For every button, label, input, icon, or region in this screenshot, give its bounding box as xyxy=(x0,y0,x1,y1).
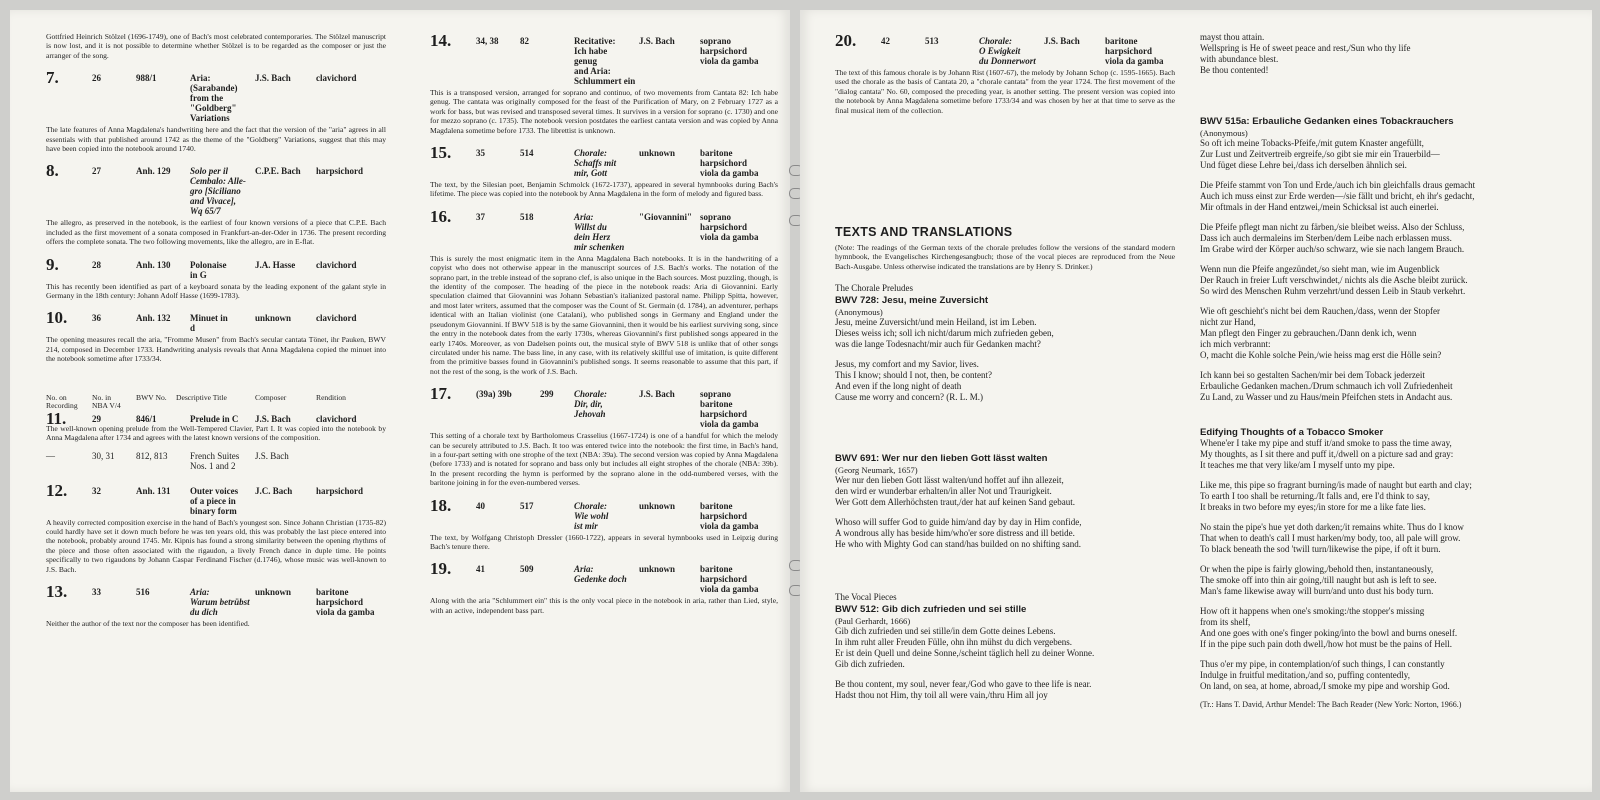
entry-rendition: clavichord xyxy=(316,313,357,324)
bwv-number: 82 xyxy=(520,36,529,46)
edifying-verse-4: Or when the pipe is fairly glowing,/behold then, instantaneously, The smoke off into thin air going,/till naught but ash is left to see. Man's fame likewise away will burn/and unto dust his body turn. xyxy=(1200,564,1437,596)
entry-composer: C.P.E. Bach xyxy=(255,166,301,177)
nba-number: 35 xyxy=(476,148,485,159)
entry-8 xyxy=(46,162,386,246)
nba-number: 34, 38 xyxy=(476,36,499,46)
entry-number: 8. xyxy=(46,161,59,181)
entry-20 xyxy=(835,32,1175,115)
nba-number: 28 xyxy=(92,259,101,270)
bwv-number: 516 xyxy=(136,586,150,597)
entry-rendition: harpsichord xyxy=(316,166,364,177)
entry-composer: unknown xyxy=(255,313,292,324)
entry-composer: J.S. Bach xyxy=(639,36,675,46)
texts-column xyxy=(835,32,1175,701)
nba-number: 36 xyxy=(92,313,101,324)
entry-rendition: clavichord xyxy=(316,73,357,84)
intro-text: Gottfried Heinrich Stölzel (1696-1749), one of Bach's most celebrated contemporaries. The Stölzel manuscript is now lost, and it is not possible to determine whether Stölzel is to be regarded as the composer or just the arranger of the song. xyxy=(46,32,386,60)
entry-number: 17. xyxy=(430,384,452,404)
entry-16 xyxy=(430,208,778,376)
entry-number: 14. xyxy=(430,31,452,50)
bwv515a-verse-5: Wie oft geschieht's nicht bei dem Rauchen,/dass, wenn der Stopfer nicht zur Hand, Man pflegt den Finger zu gebrauchen./Dann denk ich, wenn ich mich verbrannt: O, macht die Kohle solche Pein,/wie heiss mag erst die Hölle sein? xyxy=(1200,306,1442,360)
nba-number: 29 xyxy=(92,413,101,424)
entry-rendition: harpsichord xyxy=(316,485,364,496)
poem-column xyxy=(1200,32,1552,709)
section-heading: TEXTS AND TRANSLATIONS xyxy=(835,225,1013,240)
entry-title: Outer voices of a piece in binary form xyxy=(190,485,239,516)
entry-description: The allegro, as preserved in the notebook, is the earliest of four known versions of a piece that C.P.E. Bach included as the first movement of a sonata composed in Frankfurt-an-der-Oder in 1736. The present recording offers the complete sonata. The two following movements, like the allegro, are in E-flat. xyxy=(46,218,386,247)
chorale-preludes-label: The Chorale Preludes xyxy=(835,283,913,294)
entry-title: Chorale: Wie wohl ist mir xyxy=(574,500,609,531)
entry-composer: J.S. Bach xyxy=(255,73,291,84)
bwv691-author: (Georg Neumark, 1657) xyxy=(835,465,918,476)
table-header xyxy=(46,394,386,410)
entry-composer: unknown xyxy=(255,586,292,597)
header-composer: Composer xyxy=(255,392,287,402)
entry-14 xyxy=(430,32,778,135)
bwv691-german: Wer nur den lieben Gott lässt walten/und hoffet auf ihn allezeit, den wird er wunderbar erhalten/in aller Not und Traurigkeit. Wer Gott dem Allerhöchsten traut,/der hat auf keinen Sand gebaut. xyxy=(835,475,1075,508)
bwv512-german: Gib dich zufrieden und sei stille/in dem Gotte deines Lebens. In ihm ruht aller Freuden Fülle, ohn ihn mühst du dich vergebens. Er ist dein Quell und deine Sonne,/scheint täglich hell zu deiner Wonne. Gib dich zufrieden. xyxy=(835,626,1095,670)
nba-number: 26 xyxy=(92,73,101,84)
bwv-number: 812, 813 xyxy=(136,450,168,461)
entry-number: 16. xyxy=(430,206,452,226)
header-bwv: BWV No. xyxy=(136,392,167,402)
nba-number: 33 xyxy=(92,586,101,597)
entry-12 xyxy=(46,482,386,574)
bwv-number: 518 xyxy=(520,211,534,222)
entry-rendition: soprano baritone harpsichord viola da gamba xyxy=(700,389,759,430)
header-recording: No. on Recording xyxy=(46,392,78,410)
bwv512-author: (Paul Gerhardt, 1666) xyxy=(835,616,911,627)
entry-title: Prelude in C xyxy=(190,413,239,424)
entry-18 xyxy=(430,497,778,552)
edifying-verse-6: Thus o'er my pipe, in contemplation/of such things, I can constantly Indulge in fruitful meditation,/and so, puffing contentedly, On land, on sea, at home, abroad,/I smoke my pipe and worship God. xyxy=(1200,659,1450,691)
bwv515a-verse-2: Die Pfeife stammt von Ton und Erde,/auch ich bin gleichfalls draus gemacht Auch ich muss einst zur Erde werden—/sie fällt und bricht, eh ihr's gedacht, Mir oftmals in der Hand entzwei,/mein Schicksal ist auch einerlei. xyxy=(1200,180,1476,212)
entry-number: 20. xyxy=(835,31,857,50)
bwv728-english: Jesus, my comfort and my Savior, lives. This I know; should I not, then, be content? And even if the long night of death Cause me worry and concern? (R. L. M.) xyxy=(835,359,992,403)
entry-title: Chorale: O Ewigkeit du Donnerwort xyxy=(979,36,1036,66)
entry-7 xyxy=(46,69,386,153)
entry-description: The opening measures recall the aria, "Fromme Musen" from Bach's secular cantata Tönet, ihr Pauken, BWV 214, composed in December 1733. Handwriting analysis reveals that Anna Magdalena copied the minuet into the notebook sometime after 1733/34. xyxy=(46,335,386,364)
entry-title: Aria: Willst du dein Herz mir schenken xyxy=(574,211,625,252)
entry-composer: J.A. Hasse xyxy=(255,259,296,270)
bwv-number: 509 xyxy=(520,564,534,575)
bwv-number: Anh. 129 xyxy=(136,166,171,177)
entry-title: Recitative: Ich habe genug and Aria: Schlummert ein xyxy=(574,36,636,86)
entry-number: 10. xyxy=(46,308,68,328)
entry-description: This setting of a chorale text by Bartholomeus Crasselius (1667-1724) is one of a handful for which the melody can be securely attributed to J.S. Bach. It too was entered twice into the notebook: the first time, in Bach's hand, in a four-part setting with one strophe of the text (NBA: 39a). The second version was copied by Anna Magdalena (before 1733) and is notated for soprano and bass only but includes all eight strophes of the chorale (NBA: 39b). In the present recording the hymn is performed by the soprano alone in the odd-numbered verses, with the baritone joining in for the even-numbered verses. xyxy=(430,431,778,488)
entry-title: Aria: Warum betrübst du dich xyxy=(190,586,250,617)
entry-number: 7. xyxy=(46,68,59,88)
header-title: Descriptive Title xyxy=(176,392,227,402)
bwv691-title: BWV 691: Wer nur den lieben Gott lässt walten xyxy=(835,453,1048,465)
texts-section xyxy=(835,225,1175,701)
entry-rendition: clavichord xyxy=(316,413,357,424)
header-nba: No. in NBA V/4 xyxy=(92,392,121,410)
entry-title: Chorale: Dir, dir, Jehovah xyxy=(574,389,608,420)
entry-19 xyxy=(430,560,778,615)
bwv728-author: (Anonymous) xyxy=(835,307,883,318)
nba-number: 40 xyxy=(476,500,485,511)
entry-17 xyxy=(430,385,778,487)
entry-composer: J.S. Bach xyxy=(639,389,675,400)
bwv515a-title: BWV 515a: Erbauliche Gedanken eines Tobackrauchers xyxy=(1200,116,1454,127)
bwv-number: Anh. 130 xyxy=(136,259,171,270)
entry-description: Neither the author of the text nor the composer has been identified. xyxy=(46,618,250,628)
left-column xyxy=(46,32,386,628)
entry-rendition: baritone harpsichord viola da gamba xyxy=(700,148,759,179)
entry-title: Aria: Gedenke doch xyxy=(574,564,627,585)
entry-composer: unknown xyxy=(639,564,676,575)
nba-number: 42 xyxy=(881,36,890,46)
entry-number: 13. xyxy=(46,581,68,601)
bwv-number: 988/1 xyxy=(136,73,157,84)
texts-note: (Note: The readings of the German texts of the chorale preludes follow the versions of the standard modern hymnbook, the Evangelisches Kirchengesangbuch; those of the vocal pieces are reproduced from the Neue Bach-Ausgabe. Unless otherwise indicated the translations are by Henry S. Drinker.) xyxy=(835,243,1175,271)
edifying-verse-2: Like me, this pipe so fragrant burning/is made of naught but earth and clay; To earth I too shall be returning./It falls and, ere I'd think to say, It breaks in two before my eyes;/in store for me a like fate lies. xyxy=(1200,480,1472,512)
bwv-number: Anh. 131 xyxy=(136,485,171,496)
bwv512-english: Be thou content, my soul, never fear,/God who gave to thee life is near. Hadst thou not Him, thy toil all were vain,/thru Him all joy xyxy=(835,679,1092,701)
entry-composer: "Giovannini" xyxy=(639,211,693,222)
entry-description: This is a transposed version, arranged for soprano and continuo, of two movements from Cantata 82: Ich habe genug. The cantata was originally composed for the feast of the Purification of Mary, on 2 February 1727 as a work for bass, but was revised and transposed several times. It survives in a version for soprano (c. 1730) and one for mezzo soprano (c. 1735). The notebook version postdates the earliest cantata version and was copied by Anna Magdalena sometime before 1733. The librettist is unknown. xyxy=(430,88,778,135)
entry-title: Aria: (Sarabande) from the "Goldberg" Variations xyxy=(190,73,238,124)
entry-composer: J.C. Bach xyxy=(255,485,293,496)
bwv-number: 513 xyxy=(925,36,939,46)
bwv515a-verse-3: Die Pfeife pflegt man nicht zu färben,/sie bleibet weiss. Also der Schluss, Dass ich auch dermaleins im Sterben/dem Leibe nach erblassen muss. Im Grabe wird der Körper auch/so schwarz, wie sie nach langem Brauch. xyxy=(1200,222,1465,254)
entry-composer: J.S. Bach xyxy=(1044,36,1080,46)
entry-composer: unknown xyxy=(639,148,676,159)
entry-composer: unknown xyxy=(639,500,676,511)
bwv512-title: BWV 512: Gib dich zufrieden und sei stille xyxy=(835,604,1027,616)
entry-number: 12. xyxy=(46,480,68,500)
nba-number: 37 xyxy=(476,211,485,222)
entry-rendition: soprano harpsichord viola da gamba xyxy=(700,211,759,242)
nba-number: 27 xyxy=(92,166,101,177)
middle-column xyxy=(430,32,778,615)
edifying-verse-1: Whene'er I take my pipe and stuff it/and smoke to pass the time away, My thoughts, as I sit there and puff it,/dwell on a picture sad and gray: It teaches me that very like/am I myself unto my pipe. xyxy=(1200,438,1454,470)
header-rendition: Rendition xyxy=(316,392,346,402)
nba-number: 30, 31 xyxy=(92,450,115,461)
bwv-number: Anh. 132 xyxy=(136,313,171,324)
entry-description: A heavily corrected composition exercise in the hand of Bach's youngest son. Since Johann Christian (1735-82) could hardly have set it down much before he was ten years old, this was probably the last piece entered into the notebook, probably around 1745. Mr. Kipnis has found a strong similarity between the opening rhythms of the piece and those often associated with the rigaudon, a lively French dance in duple time. He points specifically to two rigaudons by Johann Caspar Ferdinand Fischer (d.1746), whose music was well-known to J.S. Bach. xyxy=(46,517,386,574)
entry-13 xyxy=(46,583,386,628)
nba-number: (39a) 39b xyxy=(476,389,512,400)
entry-composer: J.S. Bach xyxy=(255,450,289,461)
bwv691-english: Whoso will suffer God to guide him/and day by day in Him confide, A wondrous ally has beside him/who'er sore distress and ill betide. He who with Mighty God can stand/has builded on no shifting sand. xyxy=(835,517,1082,550)
entry-15 xyxy=(430,144,778,199)
bwv515a-author: (Anonymous) xyxy=(1200,128,1248,138)
entry-description: This has recently been identified as part of a keyboard sonata by the leading exponent of the galant style in Germany in the 18th century: Johann Adolf Hasse (1699-1783). xyxy=(46,281,386,301)
left-page xyxy=(10,10,790,792)
bwv515a-verse-1: So oft ich meine Tobacks-Pfeife,/mit gutem Knaster angefüllt, Zur Lust und Zeitvertreib ergreife,/so gibt sie mir ein Trauerbild— Und füget diese Lehre bei,/dass ich derselben ähnlich sei. xyxy=(1200,138,1440,170)
bwv728-german: Jesu, meine Zuversicht/und mein Heiland, ist im Leben. Dieses weiss ich; soll ich nicht/darum mich zufrieden geben, was die lange Todesnacht/mir auch für Gedanken macht? xyxy=(835,317,1054,350)
entry-description: Along with the aria "Schlummert ein" this is the only vocal piece in the notebook in aria, rather than Lied, style, with an active, independent bass part. xyxy=(430,596,778,615)
entry-title: Solo per il Cembalo: Alle- gro [Siciliano and Vivace], Wq 65/7 xyxy=(190,166,246,217)
entry-title: Chorale: Schaffs mit mir, Gott xyxy=(574,148,617,179)
bwv-number: 846/1 xyxy=(136,413,157,424)
nba-number: 41 xyxy=(476,564,485,575)
entry-10 xyxy=(46,309,386,363)
entry-title: French Suites Nos. 1 and 2 xyxy=(190,450,240,471)
entry-rendition: soprano harpsichord viola da gamba xyxy=(700,36,759,66)
edifying-verse-5: How oft it happens when one's smoking:/the stopper's missing from its shelf, And one goes with one's finger poking/into the bowl and burns oneself. If in the pipe such pain doth dwell,/how hot must be the pains of Hell. xyxy=(1200,606,1458,649)
bwv512-continued: mayst thou attain. Wellspring is He of sweet peace and rest,/Sun who thy life with abundance blest. Be thou contented! xyxy=(1200,32,1411,75)
nba-number: 32 xyxy=(92,485,101,496)
entry-number: 11. xyxy=(46,408,67,428)
entry-11 xyxy=(46,410,386,443)
entry-9 xyxy=(46,256,386,301)
entry-rendition: baritone harpsichord viola da gamba xyxy=(316,586,375,617)
entry-description: The text of this famous chorale is by Johann Rist (1607-67), the melody by Johann Schop (c. 1595-1665). Bach used the chorale as the basis of Cantata 20, a "chorale cantata" from the year 1724. The first movement of the "dialog cantata" No. 60, composed the preceding year, is another setting. The present version was copied into the notebook by Anna Magdalena sometime before 1733/34 and was chosen by her at that time to serve as the final musical item of the collection. xyxy=(835,68,1175,115)
vocal-pieces-label: The Vocal Pieces xyxy=(835,592,897,603)
entry-description: This is surely the most enigmatic item in the Anna Magdalena Bach notebooks. It is in the handwriting of a copyist who does not otherwise appear in the manuscript sources of J.S. Bach's works. The notation of the soprano part, in the treble instead of the soprano clef, is also unique in the Bach sources. Most puzzling, though, is the identity of the composer. The heading of the piece in the notebook reads: Aria di Giovannini. Early speculation claimed that Giovannini was Johann Sebastian's italianized pastoral name. Philipp Spitta, however, and most later writers, assumed that the composer was the Count of St. Germain (d. 1784), an adventurer, perhaps identical with an Italian violinist (one Catalani), who published songs in Germany and England under the pseudonym Giovannini. If BWV 518 is by the same Giovannini, then it would be his earliest surviving song, since the entry in the notebook dates from the early 1730s, whereas Giovannini's first published songs appeared in the early 1740s. Moreover, as von Dadelsen points out, the musical style of BWV 518 is unlike that of other songs circulated under his name. The bass line, in any case, with its relatively skillful use of imitation, is quite different from the primitive basses found in Giovannini's published songs. It seems reasonable to assume that this part, if not the rest of the song, is the work of J.S. Bach. xyxy=(430,253,778,376)
entry-description: The late features of Anna Magdalena's handwriting here and the fact that the version of the "aria" agrees in all essentials with that published around 1742 as the theme of the "Goldberg" Variations, suggest that this may have been copied into the notebook around 1740. xyxy=(46,125,386,154)
entry-rendition: baritone harpsichord viola da gamba xyxy=(700,564,759,595)
entry-description: The well-known opening prelude from the Well-Tempered Clavier, Part I. It was copied into the notebook by Anna Magdalena after 1734 and agrees with the latest known versions of the composition. xyxy=(46,423,386,443)
entry-number: — xyxy=(46,450,55,461)
edifying-verse-3: No stain the pipe's hue yet doth darken;/it remains white. Thus do I know That when to death's call I must harken/my body, too, all pale will grow. To black beneath the sod 'twill turn/likewise the pipe, if oft it burn. xyxy=(1200,522,1464,554)
bwv728-title: BWV 728: Jesu, meine Zuversicht xyxy=(835,295,989,307)
bwv-number: 517 xyxy=(520,500,534,511)
entry-number: 18. xyxy=(430,495,452,515)
entry-title: Minuet in d xyxy=(190,313,228,334)
bwv515a-verse-6: Ich kann bei so gestalten Sachen/mir bei dem Toback jederzeit Erbauliche Gedanken machen./Drum schmauch ich voll Zufriedenheit Zu Land, zu Wasser und zu Haus/mein Pfeifchen stets in Andacht aus. xyxy=(1200,370,1453,402)
french-suites-row xyxy=(46,449,386,473)
entry-rendition: clavichord xyxy=(316,259,357,270)
bwv515a-verse-4: Wenn nun die Pfeife angezündet,/so sieht man, wie im Augenblick Der Rauch in freier Luft verschwindet,/ nichts als die Asche bleibt zurück. So wird des Menschen Ruhm verzehrt/und dessen Leib in Staub verkehrt. xyxy=(1200,264,1468,296)
bwv-number: 514 xyxy=(520,148,534,159)
entry-description: The text, by Wolfgang Christoph Dressler (1660-1722), appears in several hymnbooks used in Leipzig during Bach's tenure there. xyxy=(430,532,778,551)
entry-number: 19. xyxy=(430,559,452,579)
right-page xyxy=(800,10,1592,792)
entry-rendition: baritone harpsichord viola da gamba xyxy=(700,500,759,531)
entry-composer: J.S. Bach xyxy=(255,413,291,424)
edifying-title: Edifying Thoughts of a Tobacco Smoker xyxy=(1200,427,1384,438)
entry-rendition: baritone harpsichord viola da gamba xyxy=(1105,36,1164,66)
translation-credit: (Tr.: Hans T. David, Arthur Mendel: The Bach Reader (New York: Norton, 1966.) xyxy=(1200,700,1462,709)
entry-number: 15. xyxy=(430,143,452,163)
entry-number: 9. xyxy=(46,254,59,274)
entry-title: Polonaise in G xyxy=(190,259,227,280)
bwv-number: 299 xyxy=(540,389,554,400)
entry-description: The text, by the Silesian poet, Benjamin Schmolck (1672-1737), appeared in several hymnbooks during Bach's lifetime. The piece was copied into the notebook by Anna Magdalena in the form of melody and figured bass. xyxy=(430,180,778,199)
